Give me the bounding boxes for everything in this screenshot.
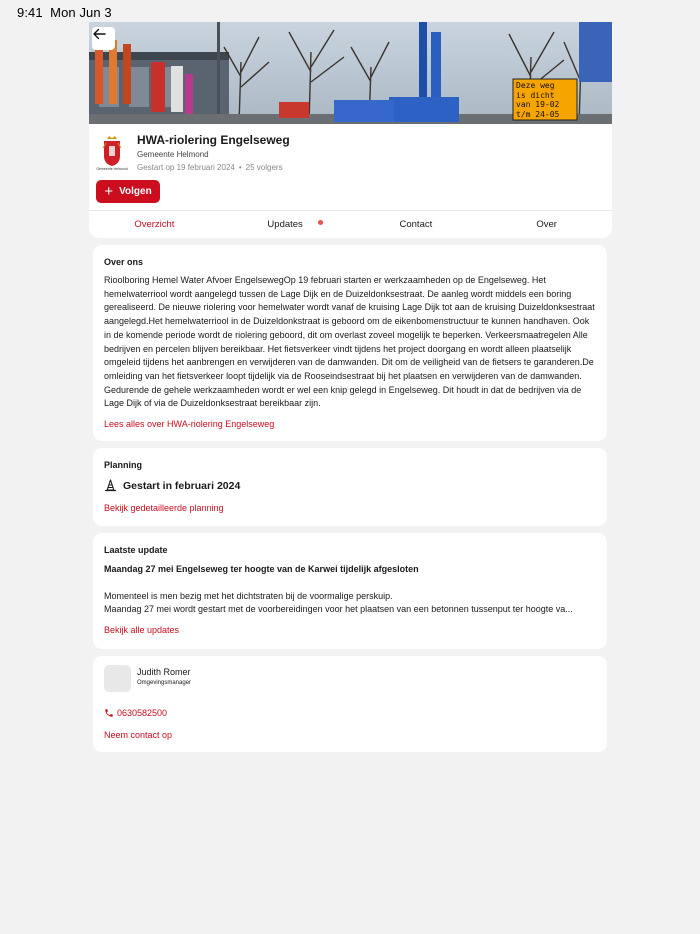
phone-link[interactable] — [104, 708, 167, 718]
tab-over[interactable]: Over — [536, 219, 557, 230]
status-time: 9:41 Mon Jun 3 — [17, 5, 112, 20]
updates-notification-dot — [318, 220, 323, 225]
phone-icon — [104, 708, 114, 718]
project-meta — [137, 163, 283, 172]
follow-button-label: Volgen — [119, 186, 152, 197]
tab-contact[interactable]: Contact — [399, 219, 433, 230]
organization-name: Gemeente Helmond — [137, 150, 209, 159]
road-sign-line: van 19-02 — [516, 100, 560, 109]
status-bar — [0, 0, 700, 22]
latest-update-title: Laatste update — [104, 545, 168, 555]
read-more-link[interactable]: Lees alles over HWA-riolering Engelseweg — [104, 419, 275, 429]
tab-updates[interactable]: Updates — [267, 219, 303, 230]
road-sign-line: Deze weg — [516, 81, 555, 90]
avatar — [104, 665, 131, 692]
arrow-left-icon — [92, 27, 106, 41]
update-text-line: Momenteel is men bezig met het dichtstraten bij de voormalige perskuip. — [104, 591, 393, 601]
back-button[interactable] — [92, 27, 115, 50]
road-sign-line: t/m 24-05 — [516, 109, 560, 119]
plus-icon: + — [104, 183, 114, 200]
planning-title: Planning — [104, 460, 142, 470]
municipality-logo — [97, 134, 127, 174]
project-title: HWA-riolering Engelseweg — [137, 133, 290, 147]
hero-image — [89, 22, 612, 124]
planning-details-link[interactable]: Bekijk gedetailleerde planning — [104, 503, 224, 513]
tab-overzicht[interactable]: Overzicht — [134, 219, 175, 230]
planning-card — [93, 448, 607, 526]
phone-number: 0630582500 — [117, 708, 168, 718]
project-info — [97, 132, 604, 180]
update-text-line: Maandag 27 mei wordt gestart met de voorbereidingen voor het plaatsen van een betonnen tussenput ter hoogte va... — [104, 604, 573, 614]
project-header-card — [89, 22, 612, 238]
latest-update-card — [93, 533, 607, 649]
about-text: Rioolboring Hemel Water Afvoer EngelsewegOp 19 februari starten er werkzaamheden op de Engelseweg. Het hemelwaterriool wordt aangelegd tussen de Lage Dijk en de Duizeldonksestraat. De aanleg wordt middels een boring gerealiseerd. De nieuwe riolering voor hemelwater wordt vanaf de kruising Lage Dijk tot aan de kruising Duizeldonksestraat aangelegd.Het hemelwaterriool in de Duizeldonkstraat is geboord om de eikenbomenstructuur te kunnen handhaven. Ook in de komende periode wordt de riolering geboord, dit om overlast zoveel mogelijk te beperken. Verkeersmaatregelen Alle bedrijven en percelen blijven bereikbaar. Het fietsverkeer vindt tijdens het project doorgang en wordt alleen plaatselijk omgeleid tijdens het aanbrengen en verwijderen van de damwanden. Dit om de veiligheid van de fietsers te garanderen.De omleiding van het fietsverkeer loopt tijdelijk via de Rooseindsestraat bij het plaatsen en verwijderen van de damwanden. Gedurende de gehele werkzaamheden wordt er wel een knip gelegd in Engelseweg. Dit houdt in dat de bedrijven via de Lage Dijk of via de Duizeldonksestraat bereikbaar zijn. — [104, 275, 595, 409]
road-sign — [516, 81, 576, 119]
followers-count: 25 volgers — [245, 163, 283, 172]
all-updates-link[interactable]: Bekijk alle updates — [104, 625, 180, 635]
planning-status: Gestart in februari 2024 — [123, 479, 241, 492]
meta-separator: • — [238, 163, 242, 172]
contact-us-link[interactable]: Neem contact op — [104, 730, 173, 740]
follow-button[interactable] — [96, 180, 160, 203]
about-title: Over ons — [104, 257, 144, 267]
contact-role: Omgevingsmanager — [137, 680, 192, 686]
contact-name: Judith Romer — [137, 667, 191, 677]
logo-caption: Gemeente Helmond — [96, 167, 128, 171]
about-card — [93, 245, 607, 441]
road-sign-line: is dicht — [516, 90, 555, 100]
update-headline: Maandag 27 mei Engelseweg ter hoogte van de Karwei tijdelijk afgesloten — [104, 564, 419, 574]
planning-status-row — [104, 479, 240, 492]
contact-card — [93, 656, 607, 752]
traffic-cone-icon — [104, 479, 117, 492]
start-date: Gestart op 19 februari 2024 — [137, 163, 235, 172]
tab-bar — [89, 211, 612, 238]
